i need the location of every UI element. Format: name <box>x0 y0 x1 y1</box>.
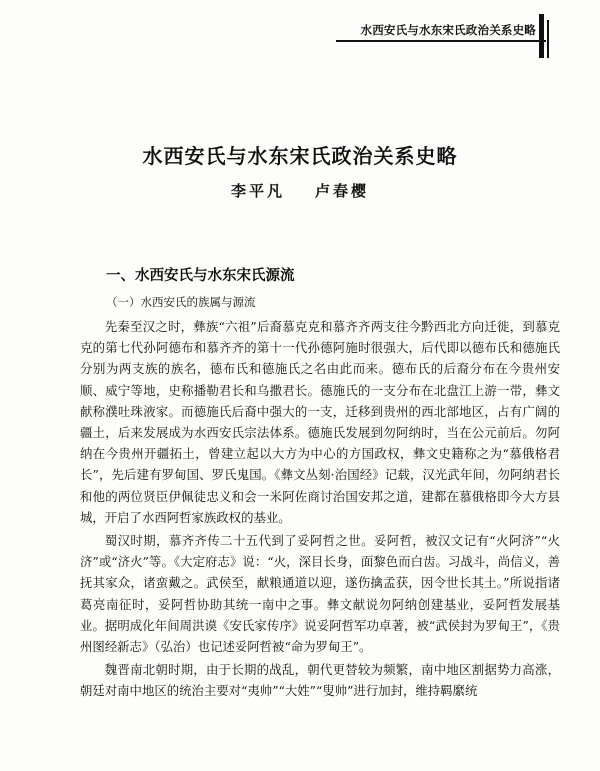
paragraph: 魏晋南北朝时期，由于长期的战乱，朝代更替较为频繁，南中地区割据势力高涨，朝廷对南中地区的统治主要对“夷帅”“大姓”“叟帅”进行加封，维持羁縻统 <box>80 662 560 699</box>
author-name: 李平凡 <box>230 182 285 200</box>
header-bar-thick <box>539 14 544 58</box>
author-name: 卢春樱 <box>315 182 370 200</box>
paragraph: 先秦至汉之时，彝族“六祖”后裔慕克克和慕齐齐两支往今黔西北方向迁徙，到慕克克的第七代孙阿德布和慕齐齐的第十一代孙德阿施时很强大，后代即以德布氏和德施氏分别为两支族的族名，德布氏和德施氏之名由此而来。德布氏的后裔分布在今贵州安顺、威宁等地，史称播勒君长和乌撒君长。德施氏的一支分布在北盘江上游一带，彝文献称濮吐珠液家。而德施氏后裔中强大的一支，迁移到贵州的西北部地区，占有广阔的疆土，后来发展成为水西安氏宗法体系。德施氏发展到勿阿纳时，当在公元前后。勿阿纳在今贵州开疆拓土，曾建立起以大方为中心的方国政权，彝文史籍称之为“慕俄格君长”，先后建有罗甸国、罗氏鬼国。《彝文丛刻·治国经》记载，汉光武年间，勿阿纳君长和他的两位贤臣伊佩徒忠义和会一米阿佐商讨治国安邦之道，建都在慕俄格即今大方县城，开启了水西阿哲家族政权的基业。 <box>80 319 560 525</box>
body-text <box>80 316 560 702</box>
section-heading: 一、水西安氏与水东宋氏源流 <box>106 267 295 284</box>
article-title: 水西安氏与水东宋氏政治关系史略 <box>142 144 458 168</box>
header-rule <box>336 40 546 42</box>
header-bar-thin <box>547 20 549 58</box>
author-line <box>60 180 540 201</box>
paragraph: 蜀汉时期，慕齐齐传二十五代到了妥阿哲之世。妥阿哲，被汉文记有“火阿济”“火济”或“济火”等。《大定府志》说：“火，深目长身，面黎色而白齿。习战斗，尚信义，善抚其家众，诸蛮戴之。武侯至，献粮通道以迎，遂伤擒孟获，因令世长其土。”所说指诸葛亮南征时，妥阿哲协助其统一南中之事。彝文献说勿阿纳创建基业，妥阿哲发展基业。据明成化年间周洪谟《安氏家传序》说妥阿哲军功卓著，被“武侯封为罗甸王”，《贵州图经新志》（弘治）也记述妥阿哲被“命为罗甸王”。 <box>80 533 560 655</box>
subsection-heading: （一）水西安氏的族属与源流 <box>106 295 256 309</box>
running-header: 水西安氏与水东宋氏政治关系史略 <box>360 23 536 37</box>
